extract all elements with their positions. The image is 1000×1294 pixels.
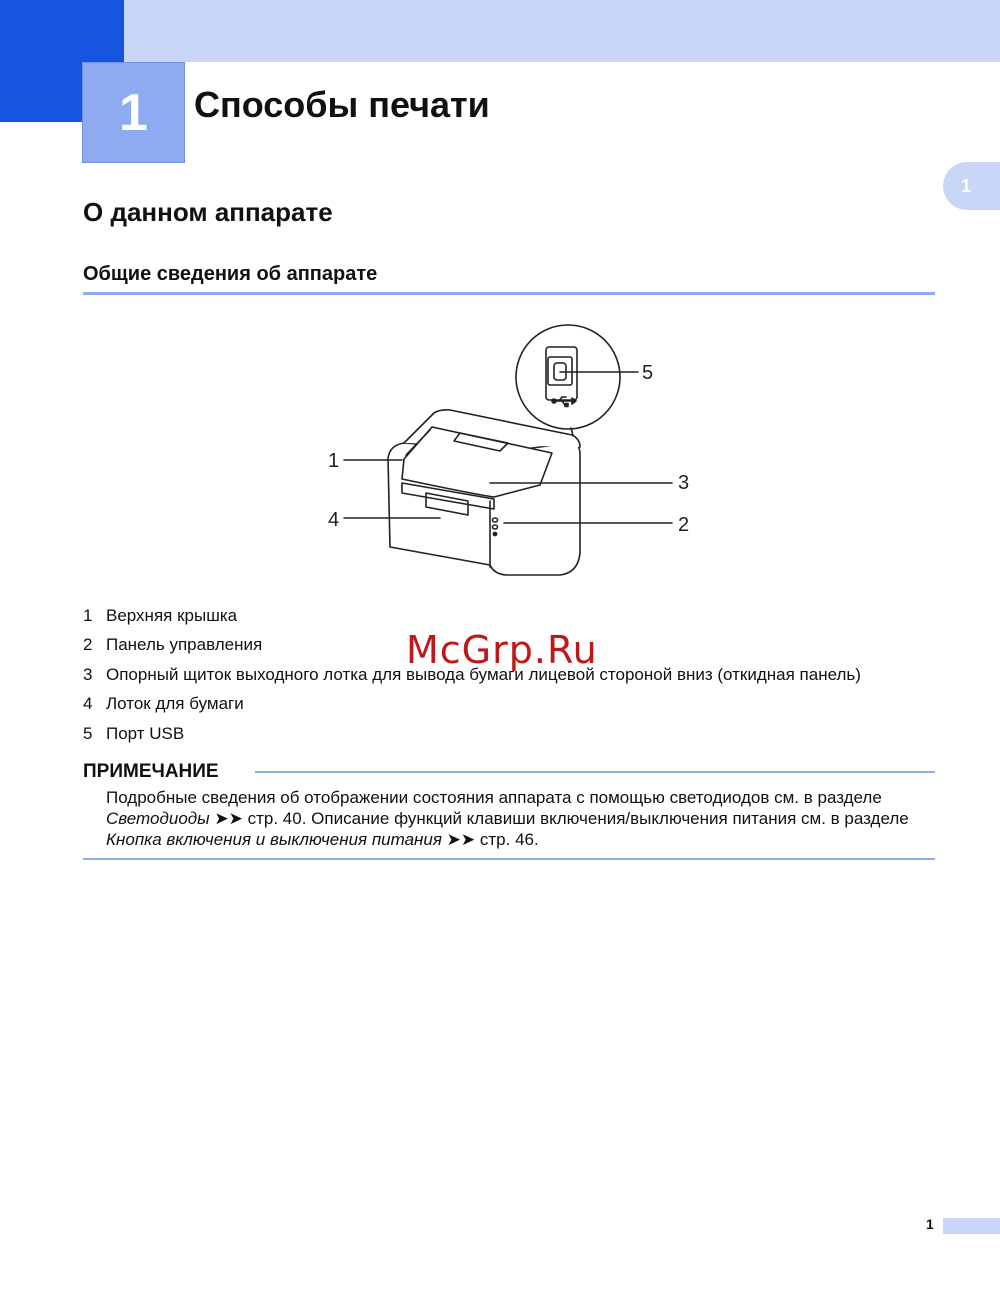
page-number: 1: [926, 1216, 934, 1232]
chapter-side-tab: [943, 162, 1000, 210]
chapter-title: Способы печати: [194, 84, 490, 125]
subsection-title: Общие сведения об аппарате: [83, 263, 378, 285]
chapter-number: 1: [119, 83, 148, 142]
usb-zoom-circle: [516, 325, 620, 429]
chapter-number-box: [82, 62, 185, 163]
note-heading: ПРИМЕЧАНИЕ: [83, 761, 219, 782]
list-item: 2 Панель управления: [83, 635, 263, 655]
printer-illustration: [310, 315, 730, 590]
callout-1: 1: [328, 450, 340, 472]
header-band: [0, 0, 1000, 62]
list-item: 1 Верхняя крышка: [83, 606, 238, 625]
note-link-leds[interactable]: Светодиоды: [106, 809, 210, 828]
callout-5: 5: [642, 362, 654, 384]
callout-3: 3: [678, 472, 690, 494]
list-item: 5 Порт USB: [83, 723, 185, 743]
note-bottom-rule: [83, 858, 935, 860]
note-rule: [255, 771, 935, 773]
list-item: 3 Опорный щиток выходного лотка для вывода бумаги лицевой стороной вниз (откидная панель): [83, 664, 861, 684]
side-tab-label: 1: [961, 175, 972, 196]
page-tab: [943, 1218, 1000, 1234]
note-body: Подробные сведения об отображении состояния аппарата с помощью светодиодов см. в разделе Светодиоды ➤➤ стр. 40. Описание функций клавиши включения/выключения питания см. в разделе Кнопка включения и выключения питания ➤➤ стр. 46.: [106, 788, 909, 849]
section-title: О данном аппарате: [83, 197, 333, 227]
watermark: McGrp.Ru: [406, 628, 598, 672]
callout-4: 4: [328, 509, 340, 531]
note-link-power-button[interactable]: Кнопка включения и выключения питания: [106, 830, 442, 849]
list-item: 4 Лоток для бумаги: [83, 694, 244, 714]
subsection-rule: [83, 292, 935, 295]
callout-2: 2: [678, 514, 690, 536]
